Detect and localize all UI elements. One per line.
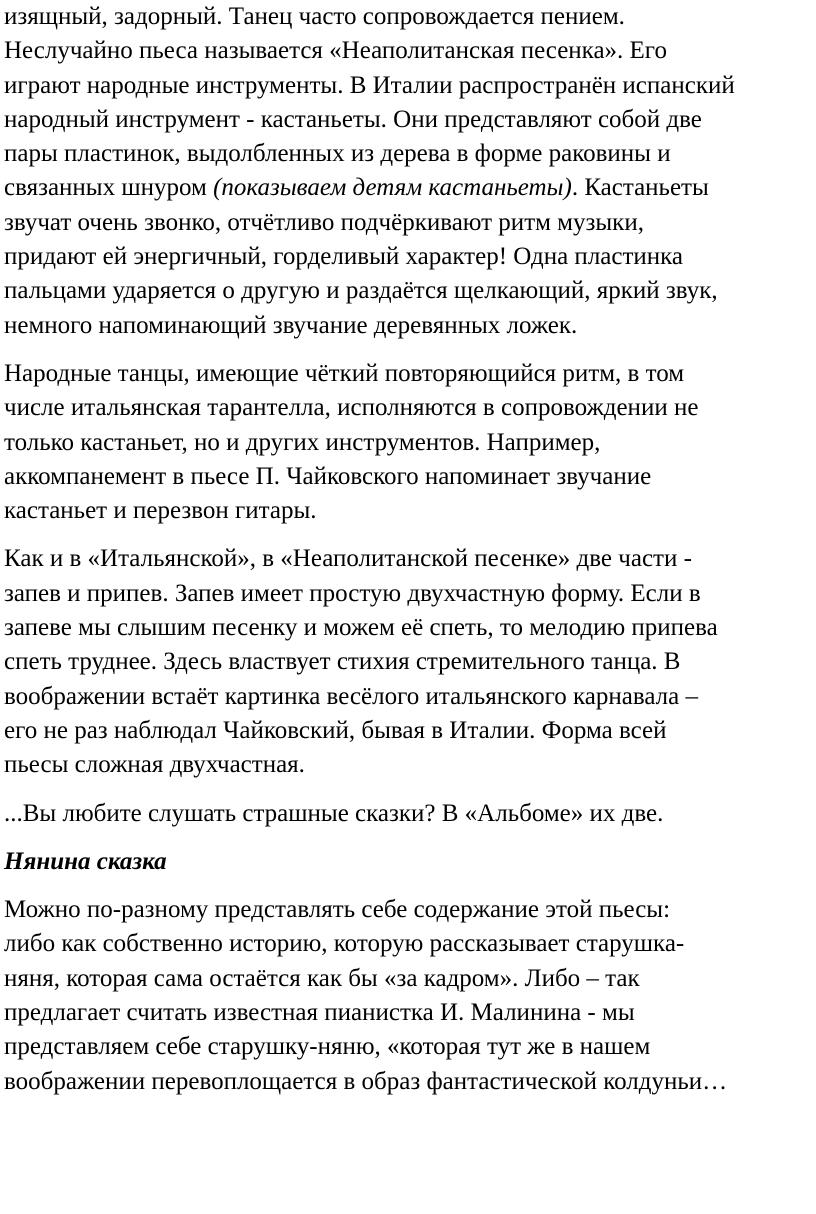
text-line: играют народные инструменты. В Италии распространён испанский [4,71,735,99]
text-line: придают ей энергичный, горделивый характер! Одна пластинка [4,243,684,271]
text-line: пьесы сложная двухчастная. [4,751,305,779]
heading-text: Нянина сказка [4,847,167,875]
text-line: представляем себе старушку-няню, «которая тут же в нашем [4,1033,651,1061]
text-line: немного напоминающий звучание деревянных ложек. [4,311,578,339]
text-line: предлагает считать известная пианистка И. Малинина - мы [4,999,635,1027]
paragraph-tarantella-castanets [4,0,816,343]
section-heading [4,845,816,879]
text-line: либо как собственно историю, которую рассказывает старушка- [4,930,685,958]
paragraph-folk-dances [4,357,816,528]
text-line: звучат очень звонко, отчётливо подчёркивают ритм музыки, [4,208,644,236]
text-line: пальцами ударяется о другую и раздаётся щелкающий, яркий звук, [4,277,718,305]
text-line: Можно по-разному представлять себе содержание этой пьесы: [4,896,671,924]
text-line: кастаньет и перезвон гитары. [4,497,317,525]
text-segment: связанных шнуром [4,174,214,202]
text-line: народный инструмент - кастаньеты. Они представляют собой две [4,105,702,133]
text-line: ...Вы любите слушать страшные сказки? В «Альбоме» их две. [4,799,664,827]
text-line: пары пластинок, выдолбленных из дерева в форме раковины и [4,140,671,168]
text-line: Неслучайно пьеса называется «Неаполитанская песенка». Его [4,37,667,65]
text-line: изящный, задорный. Танец часто сопровождается пением. [4,3,625,30]
text-line: воображении перевоплощается в образ фантастической колдуньи… [4,1067,728,1095]
text-line: воображении встаёт картинка весёлого итальянского карнавала – [4,682,698,710]
text-line: Народные танцы, имеющие чёткий повторяющийся ритм, в том [4,359,685,387]
text-segment: . Кастаньеты [571,174,709,202]
text-line: Как и в «Итальянской», в «Неаполитанской песенке» две части - [4,545,692,573]
text-line: няня, которая сама остаётся как бы «за кадром». Либо – так [4,964,640,992]
text-line [4,171,816,205]
text-line: его не раз наблюдал Чайковский, бывая в Италии. Форма всей [4,716,667,744]
text-line: запев и припев. Запев имеет простую двухчастную форму. Если в [4,579,701,607]
paragraph-song-form [4,542,816,782]
text-line: спеть труднее. Здесь властвует стихия стремительного танца. В [4,648,681,676]
document-page [4,0,816,1113]
text-line: запеве мы слышим песенку и можем её спеть, то мелодию припева [4,614,718,642]
italic-remark: (показываем детям кастаньеты) [213,174,572,202]
text-line: аккомпанемент в пьесе П. Чайковского напоминает звучание [4,462,652,490]
text-line: только кастаньет, но и других инструментов. Например, [4,428,601,456]
text-line: числе итальянская тарантелла, исполняются в сопровождении не [4,394,699,422]
paragraph-nanny-tale [4,893,816,1099]
paragraph-scary-tales [4,797,816,831]
